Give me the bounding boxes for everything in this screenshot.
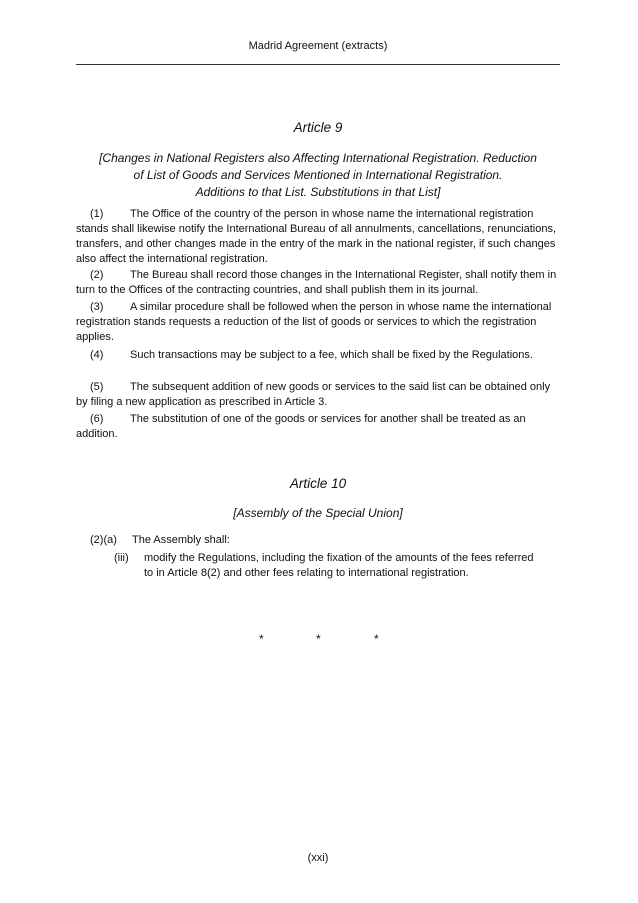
article-9-subtitle (76, 150, 560, 201)
paragraph-text: The Office of the country of the person in whose name the international registration stands shall likewise notify the International Bureau of all annulments, cancellations, renunciations, transfers, and other changes made in the entry of the mark in the national register, if such changes also affect the international registration. (76, 208, 556, 265)
article-9-paragraph-1 (76, 207, 560, 267)
article-10-item-iii (114, 551, 544, 581)
paragraph-number: (3) (90, 301, 104, 313)
section-separator (76, 632, 560, 646)
separator-star: * (316, 632, 321, 646)
article-9-subtitle-line-1: [Changes in National Registers also Affecting International Registration. Reduction (99, 151, 537, 165)
article-9-heading: Article 9 (293, 120, 343, 135)
article-9-paragraph-4 (76, 348, 560, 363)
article-9-subtitle-line-2: of List of Goods and Services Mentioned in International Registration. (133, 168, 503, 182)
paragraph-number: (2) (90, 269, 104, 281)
separator-star: * (374, 632, 379, 646)
article-10-heading: Article 10 (289, 476, 347, 491)
paragraph-number: (6) (90, 413, 104, 425)
article-9-paragraph-5 (76, 380, 560, 410)
paragraph-number: (4) (90, 349, 104, 361)
article-10-subtitle: [Assembly of the Special Union] (233, 506, 403, 520)
item-text: modify the Regulations, including the fixation of the amounts of the fees referred to in Article 8(2) and other fees relating to international registration. (144, 552, 534, 579)
paragraph-text: Such transactions may be subject to a fee, which shall be fixed by the Regulations. (130, 349, 533, 361)
article-9-paragraph-3 (76, 300, 560, 345)
paragraph-number: (1) (90, 208, 104, 220)
paragraph-number: (5) (90, 381, 104, 393)
running-header: Madrid Agreement (extracts) (248, 40, 388, 52)
paragraph-text: The Assembly shall: (132, 534, 230, 546)
page-number: (xxi) (307, 852, 329, 864)
article-9-paragraph-6 (76, 412, 560, 442)
article-9-paragraph-2 (76, 268, 560, 298)
paragraph-number: (2)(a) (90, 534, 117, 546)
paragraph-text: The Bureau shall record those changes in the International Register, shall notify them in turn to the Offices of the contracting countries, and shall publish them in its journal. (76, 269, 557, 296)
header-rule (76, 64, 560, 65)
paragraph-text: The substitution of one of the goods or services for another shall be treated as an addition. (76, 413, 526, 440)
item-number: (iii) (114, 552, 129, 564)
article-10-paragraph-2a (90, 533, 230, 548)
paragraph-text: A similar procedure shall be followed when the person in whose name the international registration stands requests a reduction of the list of goods or services to which the registration applies. (76, 301, 552, 343)
article-9-subtitle-line-3: Additions to that List. Substitutions in that List] (195, 185, 441, 199)
paragraph-text: The subsequent addition of new goods or services to the said list can be obtained only by filing a new application as prescribed in Article 3. (76, 381, 551, 408)
separator-star: * (259, 632, 264, 646)
